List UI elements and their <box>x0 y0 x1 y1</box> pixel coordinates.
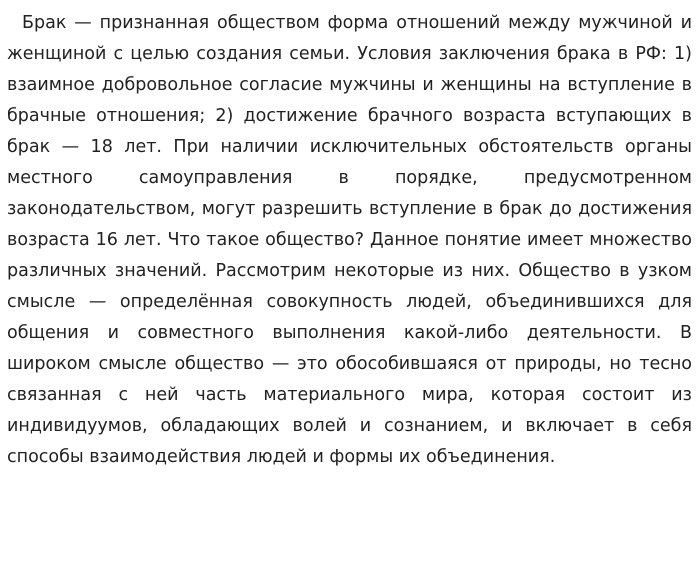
body-paragraph: Брак — признанная обществом форма отношений между мужчиной и женщиной с целью создания семьи. Условия заключения брака в РФ: 1) взаимное добровольное согласие мужчины и женщины на вступление в брачные отношения; 2) достижение брачного возраста вступающих в брак — 18 лет. При наличии исключительных обстоятельств органы местного самоуправления в порядке, предусмотренном законодательством, могут разрешить вступление в брак до достижения возраста 16 лет. Что такое общество? Данное понятие имеет множество различных значений. Рассмотрим некоторые из них. Общество в узком смысле — определённая совокупность людей, объединившихся для общения и совместного выполнения какой-либо деятельности. В широком смысле общество — это обособившаяся от природы, но тесно связанная с ней часть материального мира, которая состоит из индивидуумов, обладающих волей и сознанием, и включает в себя способы взаимодействия людей и формы их объединения. <box>7 13 692 467</box>
